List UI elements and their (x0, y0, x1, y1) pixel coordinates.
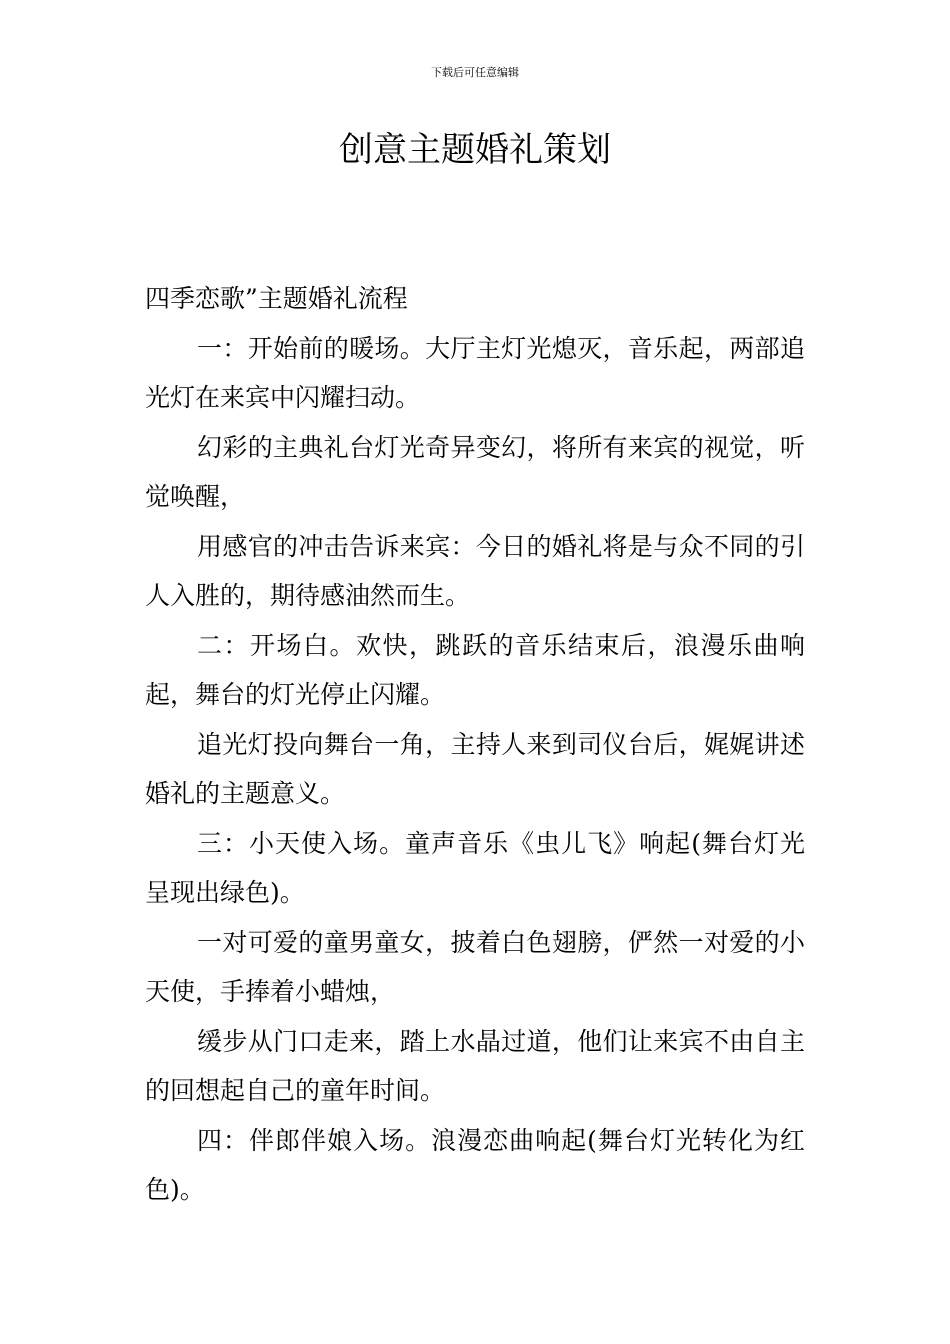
header-note: 下载后可任意编辑 (431, 66, 519, 79)
paragraph-6: 追光灯投向舞台一角，主持人来到司仪台后，娓娓讲述婚礼的主题意义。 (145, 729, 805, 808)
paragraph-9: 缓步从门口走来，踏上水晶过道，他们让来宾不由自主的回想起自己的童年时间。 (145, 1026, 805, 1105)
document-title: 创意主题婚礼策划 (339, 130, 611, 170)
paragraph-1: 四季恋歌”主题婚礼流程 (145, 284, 408, 313)
paragraph-3: 幻彩的主典礼台灯光奇异变幻，将所有来宾的视觉，听觉唤醒， (145, 432, 805, 511)
paragraph-7: 三：小天使入场。童声音乐《虫儿飞》响起(舞台灯光呈现出绿色)。 (145, 828, 805, 907)
paragraph-2: 一：开始前的暖场。大厅主灯光熄灭，音乐起，两部追光灯在来宾中闪耀扫动。 (145, 333, 805, 412)
document-body (145, 274, 805, 1215)
paragraph-8: 一对可爱的童男童女，披着白色翅膀，俨然一对爱的小天使，手捧着小蜡烛， (145, 927, 805, 1006)
paragraph-4: 用感官的冲击告诉来宾：今日的婚礼将是与众不同的引人入胜的，期待感油然而生。 (145, 531, 805, 610)
paragraph-10: 四：伴郎伴娘入场。浪漫恋曲响起(舞台灯光转化为红色)。 (145, 1125, 805, 1204)
paragraph-5: 二：开场白。欢快，跳跃的音乐结束后，浪漫乐曲响起，舞台的灯光停止闪耀。 (145, 630, 805, 709)
